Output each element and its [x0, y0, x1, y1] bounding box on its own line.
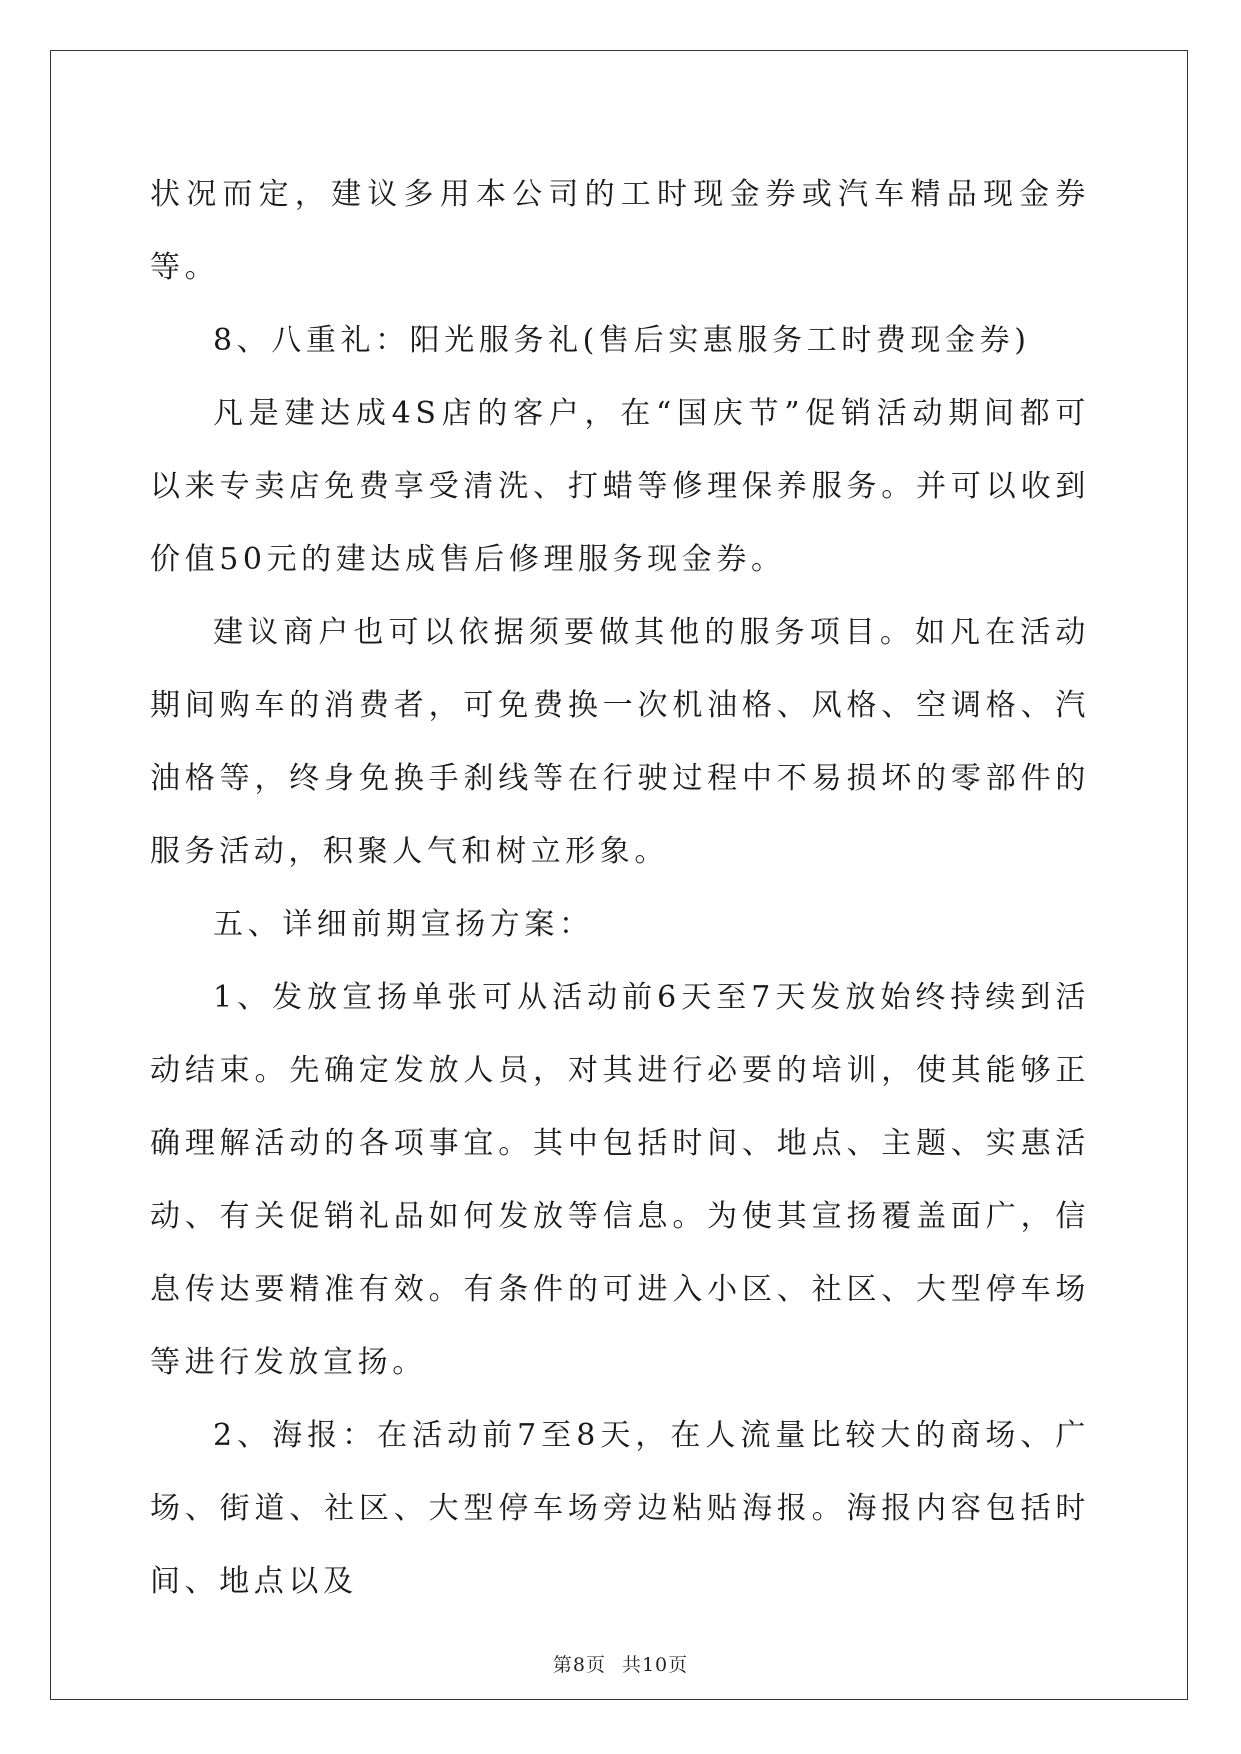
paragraph: 1、发放宣扬单张可从活动前6天至7天发放始终持续到活动结束。先确定发放人员，对其进行必要的培训，使其能够正确理解活动的各项事宜。其中包括时间、地点、主题、实惠活动、有关促销礼品如何发放等信息。为使其宣扬覆盖面广，信息传达要精准有效。有条件的可进入小区、社区、大型停车场等进行发放宣扬。: [150, 980, 1090, 1380]
page-total: 共10页: [621, 1654, 689, 1676]
paragraph: 2、海报：在活动前7至8天，在人流量比较大的商场、广场、街道、社区、大型停车场旁边粘贴海报。海报内容包括时间、地点以及: [150, 1418, 1090, 1599]
paragraph: 8、八重礼：阳光服务礼(售后实惠服务工时费现金券): [213, 323, 1031, 358]
page-number: 第8页: [552, 1654, 606, 1676]
section-heading: 五、详细前期宣扬方案：: [213, 907, 594, 942]
paragraph: 凡是建达成4S店的客户，在“国庆节”促销活动期间都可以来专卖店免费享受清洗、打蜡等修理保养服务。并可以收到价值50元的建达成售后修理服务现金券。: [150, 396, 1090, 577]
page-footer: [0, 1650, 1241, 1677]
paragraph: 状况而定，建议多用本公司的工时现金券或汽车精品现金券等。: [150, 177, 1090, 285]
document-body: [150, 158, 1090, 1618]
paragraph: 建议商户也可以依据须要做其他的服务项目。如凡在活动期间购车的消费者，可免费换一次机油格、风格、空调格、汽油格等，终身免换手刹线等在行驶过程中不易损坏的零部件的服务活动，积聚人气和树立形象。: [150, 615, 1090, 869]
